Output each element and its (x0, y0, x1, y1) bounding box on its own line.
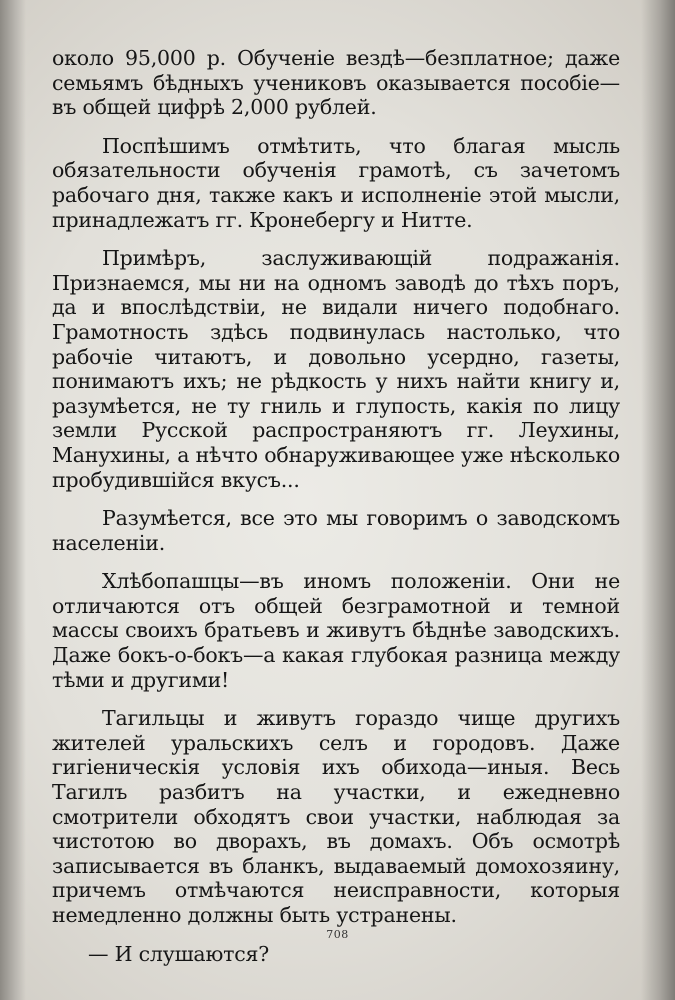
paragraph-peasants: Хлѣбопашцы—въ иномъ положеніи. Они не отличаются отъ общей безграмотной и темной массы своихъ братьевъ и живутъ бѣднѣе заводскихъ. Даже бокъ-о-бокъ—а какая глубокая разница между тѣми и другими! (52, 569, 620, 692)
paragraph-kroneberg-nitte: Поспѣшимъ отмѣтить, что благая мысль обязательности обученія грамотѣ, съ зачетомъ рабочаго дня, также какъ и исполненіе этой мысли, принадлежатъ гг. Кронебергу и Нитте. (52, 133, 620, 232)
dialog-line: — И слушаются? (88, 941, 270, 966)
body-text (52, 46, 620, 966)
paragraph-literacy-example: Примѣръ, заслуживающій подражанія. Признаемся, мы ни на одномъ заводѣ до тѣхъ поръ, да и впослѣдствіи, не видали ничего подобнаго. Грамотность здѣсь подвинулась настолько, что рабочіе читаютъ, и довольно усердно, газеты, понимаютъ ихъ; не рѣдкость у нихъ найти книгу и, разумѣется, не ту гниль и глупость, какія по лицу земли Русской распространяютъ гг. Леухины, Манухины, а нѣчто обнаруживающее уже нѣсколько пробудившійся вкусъ... (52, 246, 620, 492)
paragraph-factory-population: Разумѣется, все это мы говоримъ о заводскомъ населеніи. (52, 506, 620, 555)
paragraph-tagil-hygiene: Тагильцы и живутъ гораздо чище другихъ жителей уральскихъ селъ и городовъ. Даже гигіеническія условія ихъ обихода—иныя. Весь Тагилъ разбитъ на участки, и ежедневно смотрители обходятъ свои участки, наблюдая за чистотою во дворахъ, въ домахъ. Объ осмотрѣ записывается въ бланкъ, выдаваемый домохозяину, причемъ отмѣчаются неисправности, которыя немедленно должны быть устранены. (52, 706, 620, 927)
paragraph-continuation: около 95,000 р. Обученіе вездѣ—безплатное; даже семьямъ бѣдныхъ учениковъ оказывается пособіе—въ общей цифрѣ 2,000 рублей. (52, 46, 620, 120)
page-number: 708 (326, 928, 349, 941)
page-left-shadow (0, 0, 26, 1000)
page-right-shadow (641, 0, 675, 1000)
